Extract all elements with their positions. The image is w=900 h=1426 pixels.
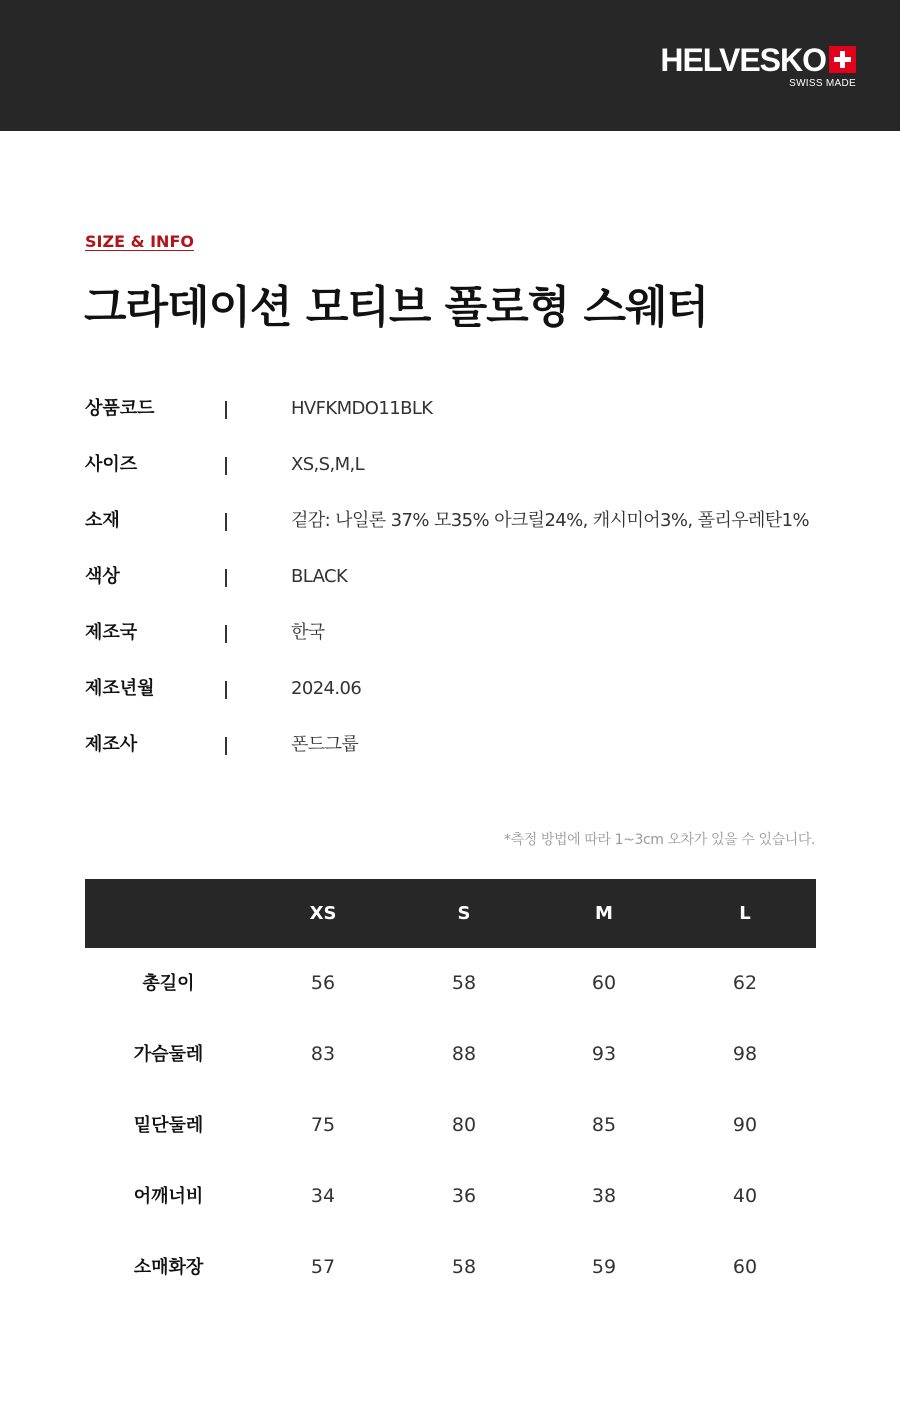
info-separator bbox=[225, 457, 227, 475]
table-cell: 58 bbox=[451, 972, 477, 994]
table-row bbox=[85, 1019, 816, 1090]
table-cell: 56 bbox=[310, 972, 336, 994]
info-label: 제조년월 bbox=[85, 678, 155, 699]
info-label: 제조사 bbox=[85, 734, 138, 755]
info-separator bbox=[225, 513, 227, 531]
size-header-s: S bbox=[457, 903, 471, 924]
row-label: 소매화장 bbox=[133, 1257, 204, 1278]
table-cell: 93 bbox=[591, 1043, 617, 1065]
row-label: 밑단둘레 bbox=[133, 1115, 204, 1136]
row-label: 총길이 bbox=[142, 973, 195, 994]
table-cell: 62 bbox=[732, 972, 758, 994]
table-row bbox=[85, 1161, 816, 1232]
info-row-size bbox=[85, 451, 825, 481]
brand-subtitle: SWISS MADE bbox=[789, 78, 856, 89]
brand-name: HELVESKO bbox=[660, 42, 826, 78]
info-label: 상품코드 bbox=[85, 398, 155, 419]
table-cell: 83 bbox=[310, 1043, 336, 1065]
info-separator bbox=[225, 401, 227, 419]
table-row bbox=[85, 948, 816, 1019]
row-label: 어깨너비 bbox=[133, 1186, 204, 1207]
table-cell: 59 bbox=[591, 1256, 617, 1278]
info-value: BLACK bbox=[291, 566, 348, 587]
table-cell: 88 bbox=[451, 1043, 477, 1065]
info-row-manufacture-date bbox=[85, 675, 825, 705]
info-separator bbox=[225, 681, 227, 699]
info-label: 사이즈 bbox=[85, 454, 138, 475]
info-row-product-code bbox=[85, 395, 825, 425]
info-separator bbox=[225, 625, 227, 643]
info-value: XS,S,M,L bbox=[291, 454, 365, 475]
info-label: 소재 bbox=[85, 510, 120, 531]
info-label: 색상 bbox=[85, 566, 120, 587]
info-value: 폰드그룹 bbox=[291, 734, 359, 755]
info-row-origin bbox=[85, 619, 825, 649]
brand-logo[interactable] bbox=[660, 42, 856, 92]
info-row-color bbox=[85, 563, 825, 593]
size-header-l: L bbox=[739, 903, 751, 924]
table-cell: 75 bbox=[310, 1114, 336, 1136]
info-separator bbox=[225, 569, 227, 587]
product-title: 그라데이션 모티브 폴로형 스웨터 bbox=[84, 282, 709, 333]
size-header-m: M bbox=[595, 903, 613, 924]
info-label: 제조국 bbox=[85, 622, 138, 643]
table-cell: 60 bbox=[732, 1256, 758, 1278]
table-cell: 36 bbox=[451, 1185, 477, 1207]
size-table bbox=[85, 879, 816, 1303]
size-table-header bbox=[85, 879, 816, 948]
measurement-note: *측정 방법에 따라 1~3cm 오차가 있을 수 있습니다. bbox=[504, 832, 815, 848]
table-cell: 38 bbox=[591, 1185, 617, 1207]
info-row-material bbox=[85, 507, 825, 537]
info-value: 2024.06 bbox=[291, 678, 362, 699]
table-cell: 40 bbox=[732, 1185, 758, 1207]
table-cell: 90 bbox=[732, 1114, 758, 1136]
table-cell: 85 bbox=[591, 1114, 617, 1136]
info-value: 겉감: 나일론 37% 모35% 아크릴24%, 캐시미어3%, 폴리우레탄1% bbox=[291, 510, 809, 531]
size-header-xs: XS bbox=[309, 903, 337, 924]
row-label: 가슴둘레 bbox=[133, 1044, 204, 1065]
page-header bbox=[0, 0, 900, 131]
table-cell: 57 bbox=[310, 1256, 336, 1278]
table-row bbox=[85, 1090, 816, 1161]
info-value: HVFKMDO11BLK bbox=[291, 398, 433, 419]
info-separator bbox=[225, 737, 227, 755]
table-cell: 80 bbox=[451, 1114, 477, 1136]
table-cell: 60 bbox=[591, 972, 617, 994]
swiss-cross-icon bbox=[829, 46, 856, 73]
table-cell: 98 bbox=[732, 1043, 758, 1065]
table-row bbox=[85, 1232, 816, 1303]
info-row-manufacturer bbox=[85, 731, 825, 761]
table-cell: 58 bbox=[451, 1256, 477, 1278]
section-tag: SIZE & INFO bbox=[85, 232, 194, 251]
info-value: 한국 bbox=[291, 622, 325, 643]
table-cell: 34 bbox=[310, 1185, 336, 1207]
